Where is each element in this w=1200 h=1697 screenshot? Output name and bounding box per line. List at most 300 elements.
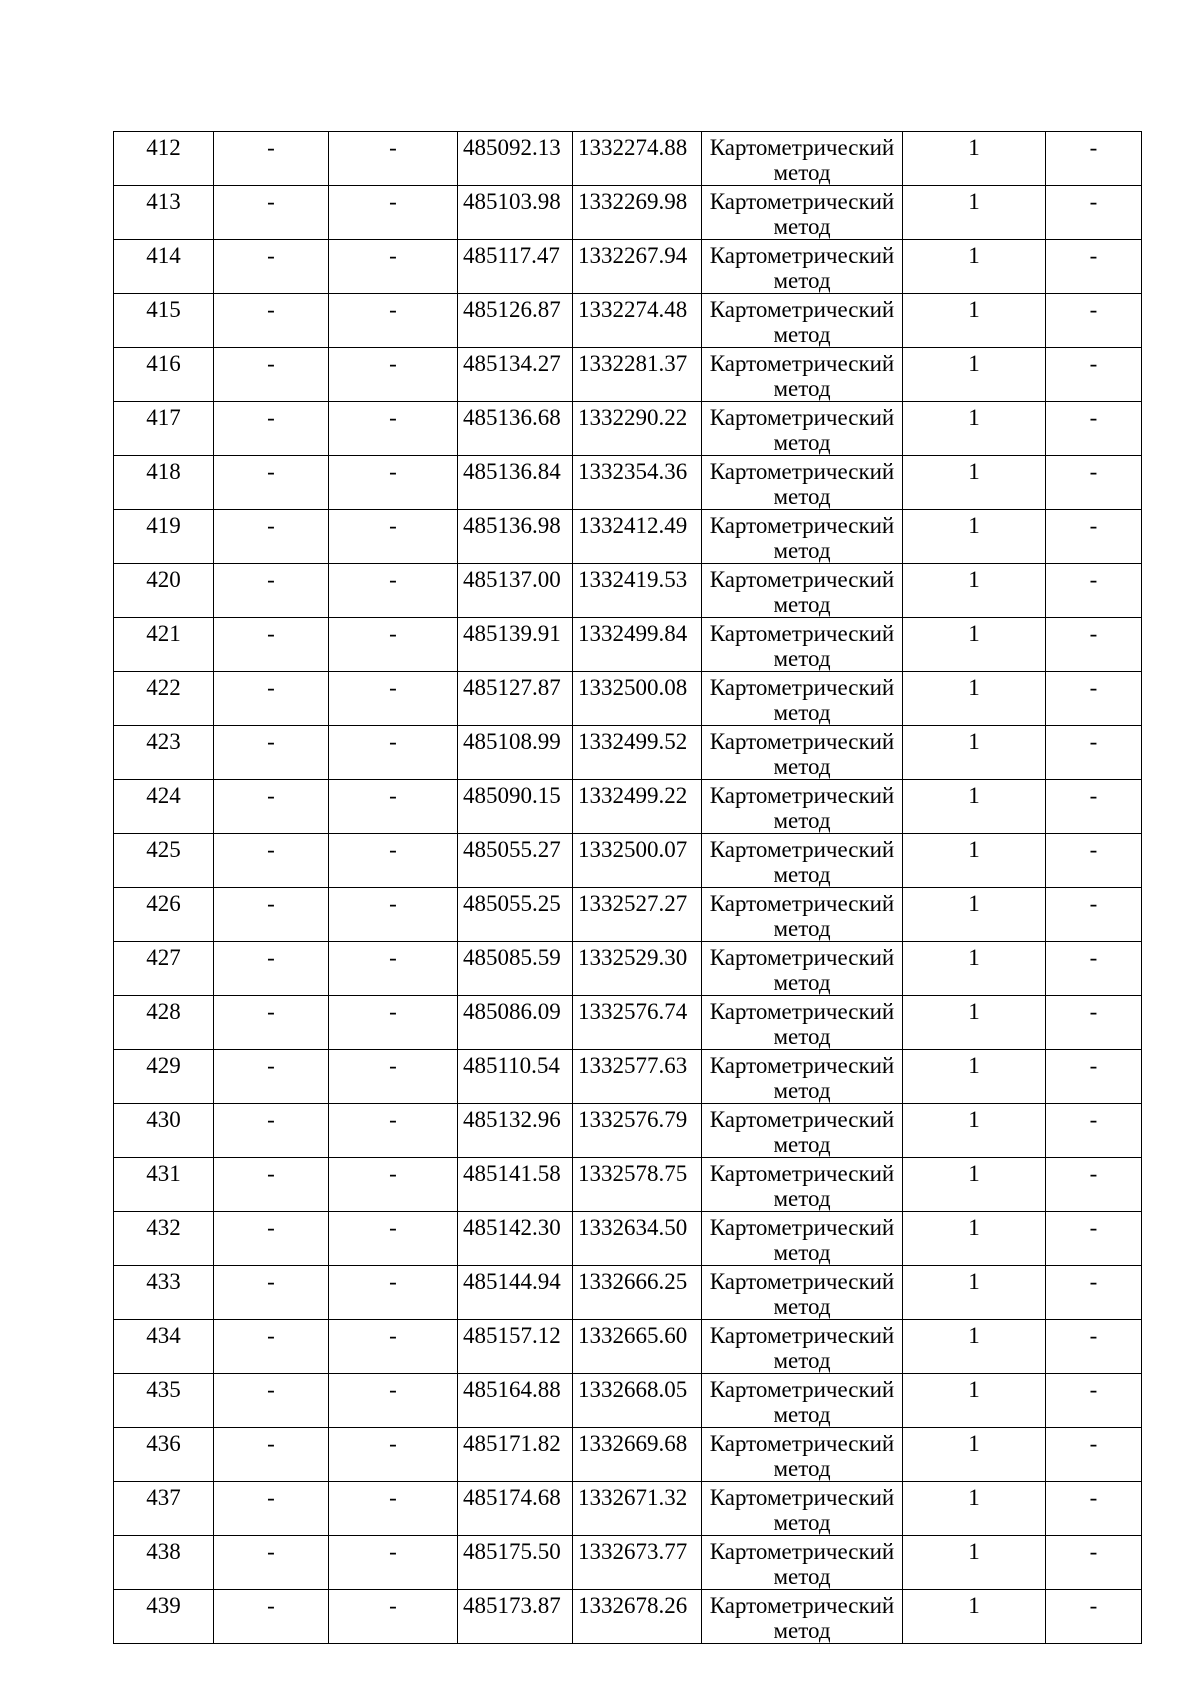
description-cell (1046, 834, 1142, 888)
accuracy-cell-text: 1 (968, 1215, 980, 1240)
point-number-cell-text: 414 (146, 243, 181, 268)
coordinate-x-cell-text: 485086.09 (463, 999, 561, 1024)
coordinate-y-cell (573, 456, 702, 510)
empty-y-cell-text: - (389, 135, 397, 160)
point-number-cell-text: 418 (146, 459, 181, 484)
coordinate-x-cell (458, 1212, 573, 1266)
table-row (114, 1428, 1142, 1482)
empty-x-cell (214, 510, 329, 564)
accuracy-cell-text: 1 (968, 729, 980, 754)
coordinate-x-cell (458, 1536, 573, 1590)
coordinate-x-cell-text: 485137.00 (463, 567, 561, 592)
point-number-cell (114, 1104, 214, 1158)
method-cell (702, 888, 903, 942)
empty-y-cell (329, 1590, 458, 1644)
method-cell-text: Картометрический метод (709, 135, 895, 185)
coordinate-x-cell-text: 485090.15 (463, 783, 561, 808)
accuracy-cell (903, 780, 1046, 834)
empty-y-cell (329, 996, 458, 1050)
coordinate-y-cell-text: 1332578.75 (578, 1161, 688, 1186)
table-row (114, 402, 1142, 456)
coordinate-y-cell (573, 510, 702, 564)
table-row (114, 1212, 1142, 1266)
empty-x-cell (214, 834, 329, 888)
coordinate-x-cell (458, 294, 573, 348)
empty-y-cell-text: - (389, 459, 397, 484)
accuracy-cell-text: 1 (968, 297, 980, 322)
coordinate-y-cell (573, 942, 702, 996)
accuracy-cell (903, 672, 1046, 726)
accuracy-cell (903, 1374, 1046, 1428)
empty-y-cell-text: - (389, 621, 397, 646)
accuracy-cell (903, 402, 1046, 456)
coordinate-y-cell (573, 1050, 702, 1104)
description-cell (1046, 672, 1142, 726)
description-cell-text: - (1089, 837, 1098, 862)
coordinate-x-cell-text: 485055.25 (463, 891, 561, 916)
accuracy-cell (903, 1158, 1046, 1212)
empty-y-cell-text: - (389, 1593, 397, 1618)
coordinate-x-cell (458, 132, 573, 186)
coordinate-x-cell (458, 942, 573, 996)
method-cell (702, 996, 903, 1050)
method-cell-text: Картометрический метод (709, 351, 895, 401)
point-number-cell (114, 348, 214, 402)
point-number-cell-text: 419 (146, 513, 181, 538)
coordinate-x-cell-text: 485103.98 (463, 189, 561, 214)
accuracy-cell (903, 888, 1046, 942)
point-number-cell-text: 432 (146, 1215, 181, 1240)
empty-y-cell-text: - (389, 1539, 397, 1564)
empty-x-cell (214, 348, 329, 402)
point-number-cell-text: 437 (146, 1485, 181, 1510)
point-number-cell-text: 427 (146, 945, 181, 970)
coordinate-x-cell-text: 485171.82 (463, 1431, 561, 1456)
description-cell-text: - (1089, 1053, 1098, 1078)
empty-x-cell (214, 996, 329, 1050)
description-cell (1046, 1212, 1142, 1266)
description-cell-text: - (1089, 945, 1098, 970)
method-cell-text: Картометрический метод (709, 1323, 895, 1373)
coordinate-y-cell (573, 1590, 702, 1644)
coordinate-y-cell-text: 1332666.25 (578, 1269, 688, 1294)
point-number-cell (114, 186, 214, 240)
method-cell (702, 942, 903, 996)
point-number-cell (114, 510, 214, 564)
empty-y-cell (329, 456, 458, 510)
empty-y-cell-text: - (389, 783, 397, 808)
point-number-cell-text: 433 (146, 1269, 181, 1294)
point-number-cell-text: 424 (146, 783, 181, 808)
accuracy-cell-text: 1 (968, 243, 980, 268)
empty-y-cell (329, 1212, 458, 1266)
empty-x-cell-text: - (267, 351, 275, 376)
coordinate-x-cell (458, 456, 573, 510)
accuracy-cell-text: 1 (968, 1377, 980, 1402)
empty-y-cell-text: - (389, 999, 397, 1024)
point-number-cell-text: 415 (146, 297, 181, 322)
description-cell-text: - (1089, 999, 1098, 1024)
coordinate-x-cell (458, 564, 573, 618)
description-cell (1046, 1320, 1142, 1374)
method-cell (702, 456, 903, 510)
empty-x-cell (214, 1212, 329, 1266)
empty-x-cell (214, 1266, 329, 1320)
coordinate-x-cell (458, 1590, 573, 1644)
coordinate-y-cell (573, 1482, 702, 1536)
coordinate-x-cell (458, 834, 573, 888)
point-number-cell-text: 434 (146, 1323, 181, 1348)
accuracy-cell-text: 1 (968, 405, 980, 430)
method-cell (702, 564, 903, 618)
accuracy-cell (903, 1104, 1046, 1158)
empty-y-cell-text: - (389, 567, 397, 592)
description-cell-text: - (1089, 1215, 1098, 1240)
empty-x-cell-text: - (267, 945, 275, 970)
method-cell-text: Картометрический метод (709, 1485, 895, 1535)
point-number-cell (114, 132, 214, 186)
empty-x-cell (214, 672, 329, 726)
coordinate-y-cell (573, 186, 702, 240)
table-row (114, 456, 1142, 510)
point-number-cell-text: 431 (146, 1161, 181, 1186)
coordinate-y-cell (573, 240, 702, 294)
point-number-cell-text: 426 (146, 891, 181, 916)
empty-x-cell (214, 618, 329, 672)
point-number-cell (114, 996, 214, 1050)
empty-y-cell-text: - (389, 1161, 397, 1186)
accuracy-cell-text: 1 (968, 675, 980, 700)
description-cell (1046, 1536, 1142, 1590)
accuracy-cell (903, 1050, 1046, 1104)
empty-x-cell (214, 888, 329, 942)
accuracy-cell (903, 1266, 1046, 1320)
accuracy-cell-text: 1 (968, 1323, 980, 1348)
coordinate-x-cell-text: 485110.54 (463, 1053, 560, 1078)
point-number-cell (114, 1428, 214, 1482)
description-cell (1046, 186, 1142, 240)
point-number-cell (114, 1320, 214, 1374)
method-cell (702, 1482, 903, 1536)
coordinate-y-cell (573, 834, 702, 888)
accuracy-cell (903, 618, 1046, 672)
method-cell-text: Картометрический метод (709, 675, 895, 725)
coordinate-y-cell-text: 1332576.79 (578, 1107, 688, 1132)
coordinate-y-cell-text: 1332576.74 (578, 999, 688, 1024)
description-cell (1046, 564, 1142, 618)
empty-y-cell (329, 726, 458, 780)
table-row (114, 1536, 1142, 1590)
accuracy-cell-text: 1 (968, 459, 980, 484)
empty-y-cell-text: - (389, 837, 397, 862)
point-number-cell (114, 1536, 214, 1590)
empty-y-cell-text: - (389, 729, 397, 754)
coordinate-y-cell (573, 996, 702, 1050)
coordinate-x-cell (458, 510, 573, 564)
accuracy-cell (903, 294, 1046, 348)
accuracy-cell-text: 1 (968, 1431, 980, 1456)
method-cell-text: Картометрический метод (709, 1161, 895, 1211)
coordinate-y-cell (573, 1266, 702, 1320)
coordinate-x-cell (458, 1428, 573, 1482)
description-cell-text: - (1089, 1485, 1098, 1510)
accuracy-cell-text: 1 (968, 783, 980, 808)
coordinate-x-cell (458, 996, 573, 1050)
method-cell (702, 1374, 903, 1428)
point-number-cell (114, 1482, 214, 1536)
accuracy-cell-text: 1 (968, 1539, 980, 1564)
point-number-cell (114, 240, 214, 294)
empty-y-cell-text: - (389, 1323, 397, 1348)
description-cell (1046, 240, 1142, 294)
method-cell (702, 294, 903, 348)
accuracy-cell (903, 186, 1046, 240)
empty-y-cell (329, 1428, 458, 1482)
method-cell-text: Картометрический метод (709, 621, 895, 671)
empty-y-cell (329, 1482, 458, 1536)
method-cell (702, 348, 903, 402)
coordinate-x-cell-text: 485126.87 (463, 297, 561, 322)
table-row (114, 132, 1142, 186)
method-cell-text: Картометрический метод (709, 783, 895, 833)
point-number-cell (114, 726, 214, 780)
description-cell (1046, 726, 1142, 780)
coordinate-x-cell-text: 485136.84 (463, 459, 561, 484)
point-number-cell (114, 1212, 214, 1266)
empty-y-cell (329, 294, 458, 348)
empty-y-cell (329, 402, 458, 456)
method-cell (702, 1428, 903, 1482)
coordinate-x-cell (458, 402, 573, 456)
coordinate-y-cell (573, 888, 702, 942)
accuracy-cell (903, 1428, 1046, 1482)
empty-x-cell-text: - (267, 621, 275, 646)
table-row (114, 780, 1142, 834)
empty-x-cell-text: - (267, 567, 275, 592)
empty-y-cell (329, 132, 458, 186)
point-number-cell-text: 436 (146, 1431, 181, 1456)
method-cell-text: Картометрический метод (709, 567, 895, 617)
table-row (114, 1050, 1142, 1104)
empty-x-cell (214, 564, 329, 618)
coordinate-x-cell-text: 485055.27 (463, 837, 561, 862)
empty-x-cell-text: - (267, 459, 275, 484)
empty-x-cell-text: - (267, 189, 275, 214)
point-number-cell-text: 423 (146, 729, 181, 754)
coordinate-y-cell (573, 402, 702, 456)
description-cell (1046, 1266, 1142, 1320)
empty-y-cell (329, 618, 458, 672)
empty-x-cell (214, 726, 329, 780)
empty-y-cell-text: - (389, 945, 397, 970)
description-cell (1046, 1590, 1142, 1644)
method-cell-text: Картометрический метод (709, 1539, 895, 1589)
method-cell-text: Картометрический метод (709, 405, 895, 455)
coordinate-y-cell (573, 1374, 702, 1428)
accuracy-cell-text: 1 (968, 621, 980, 646)
point-number-cell-text: 428 (146, 999, 181, 1024)
table-row (114, 618, 1142, 672)
point-number-cell-text: 425 (146, 837, 181, 862)
empty-x-cell (214, 402, 329, 456)
empty-y-cell-text: - (389, 1485, 397, 1510)
point-number-cell-text: 435 (146, 1377, 181, 1402)
coordinate-y-cell-text: 1332274.88 (578, 135, 688, 160)
empty-y-cell-text: - (389, 1215, 397, 1240)
coordinate-y-cell-text: 1332412.49 (578, 513, 688, 538)
table-body (114, 132, 1142, 1644)
table-row (114, 510, 1142, 564)
point-number-cell (114, 564, 214, 618)
coordinate-y-cell-text: 1332671.32 (578, 1485, 688, 1510)
coordinate-y-cell-text: 1332354.36 (578, 459, 688, 484)
empty-x-cell-text: - (267, 1539, 275, 1564)
coordinate-x-cell-text: 485173.87 (463, 1593, 561, 1618)
empty-y-cell-text: - (389, 351, 397, 376)
method-cell-text: Картометрический метод (709, 189, 895, 239)
empty-x-cell-text: - (267, 1053, 275, 1078)
coordinate-y-cell-text: 1332499.84 (578, 621, 688, 646)
point-number-cell (114, 1158, 214, 1212)
coordinate-y-cell-text: 1332678.26 (578, 1593, 688, 1618)
empty-x-cell-text: - (267, 405, 275, 430)
description-cell-text: - (1089, 1323, 1098, 1348)
accuracy-cell-text: 1 (968, 513, 980, 538)
empty-x-cell-text: - (267, 675, 275, 700)
empty-x-cell (214, 1104, 329, 1158)
empty-x-cell (214, 1482, 329, 1536)
description-cell-text: - (1089, 405, 1098, 430)
empty-x-cell-text: - (267, 999, 275, 1024)
coordinate-x-cell-text: 485175.50 (463, 1539, 561, 1564)
coordinate-x-cell (458, 780, 573, 834)
description-cell (1046, 780, 1142, 834)
empty-y-cell-text: - (389, 1377, 397, 1402)
empty-y-cell (329, 564, 458, 618)
coordinate-x-cell-text: 485134.27 (463, 351, 561, 376)
empty-y-cell-text: - (389, 891, 397, 916)
description-cell (1046, 1482, 1142, 1536)
description-cell (1046, 132, 1142, 186)
coordinate-x-cell-text: 485141.58 (463, 1161, 561, 1186)
point-number-cell (114, 780, 214, 834)
coordinate-y-cell (573, 1158, 702, 1212)
point-number-cell (114, 1590, 214, 1644)
description-cell-text: - (1089, 189, 1098, 214)
empty-x-cell (214, 186, 329, 240)
description-cell-text: - (1089, 567, 1098, 592)
accuracy-cell (903, 564, 1046, 618)
empty-x-cell-text: - (267, 243, 275, 268)
table-row (114, 294, 1142, 348)
point-number-cell-text: 413 (146, 189, 181, 214)
description-cell (1046, 348, 1142, 402)
method-cell-text: Картометрический метод (709, 1377, 895, 1427)
table-row (114, 1158, 1142, 1212)
coordinate-y-cell-text: 1332281.37 (578, 351, 688, 376)
description-cell (1046, 996, 1142, 1050)
description-cell (1046, 1428, 1142, 1482)
method-cell-text: Картометрический метод (709, 1593, 895, 1643)
empty-y-cell-text: - (389, 189, 397, 214)
empty-x-cell-text: - (267, 837, 275, 862)
accuracy-cell (903, 942, 1046, 996)
method-cell (702, 1212, 903, 1266)
description-cell (1046, 1374, 1142, 1428)
empty-x-cell-text: - (267, 729, 275, 754)
table-row (114, 1482, 1142, 1536)
table-row (114, 726, 1142, 780)
empty-x-cell (214, 1536, 329, 1590)
coordinate-x-cell-text: 485117.47 (463, 243, 560, 268)
method-cell-text: Картометрический метод (709, 1107, 895, 1157)
method-cell-text: Картометрический метод (709, 459, 895, 509)
point-number-cell (114, 1374, 214, 1428)
empty-x-cell-text: - (267, 783, 275, 808)
accuracy-cell-text: 1 (968, 999, 980, 1024)
empty-x-cell-text: - (267, 135, 275, 160)
point-number-cell-text: 416 (146, 351, 181, 376)
description-cell (1046, 510, 1142, 564)
coordinate-y-cell-text: 1332267.94 (578, 243, 688, 268)
description-cell-text: - (1089, 1539, 1098, 1564)
coordinate-x-cell (458, 186, 573, 240)
point-number-cell (114, 834, 214, 888)
accuracy-cell (903, 132, 1046, 186)
method-cell-text: Картометрический метод (709, 1269, 895, 1319)
table-row (114, 1266, 1142, 1320)
accuracy-cell (903, 240, 1046, 294)
coordinate-y-cell-text: 1332290.22 (578, 405, 688, 430)
accuracy-cell-text: 1 (968, 135, 980, 160)
description-cell-text: - (1089, 1377, 1098, 1402)
accuracy-cell-text: 1 (968, 1107, 980, 1132)
empty-y-cell-text: - (389, 1431, 397, 1456)
point-number-cell (114, 888, 214, 942)
description-cell-text: - (1089, 1431, 1098, 1456)
coordinate-y-cell (573, 294, 702, 348)
table-row (114, 834, 1142, 888)
accuracy-cell (903, 834, 1046, 888)
coordinate-y-cell (573, 564, 702, 618)
empty-y-cell (329, 1320, 458, 1374)
coordinate-y-cell-text: 1332500.08 (578, 675, 688, 700)
empty-y-cell (329, 888, 458, 942)
method-cell-text: Картометрический метод (709, 891, 895, 941)
empty-y-cell (329, 942, 458, 996)
coordinate-x-cell-text: 485164.88 (463, 1377, 561, 1402)
empty-y-cell (329, 1374, 458, 1428)
coordinate-x-cell (458, 348, 573, 402)
table-row (114, 186, 1142, 240)
coordinate-x-cell (458, 1320, 573, 1374)
empty-y-cell (329, 780, 458, 834)
method-cell-text: Картометрический метод (709, 837, 895, 887)
table-row (114, 1374, 1142, 1428)
method-cell (702, 1050, 903, 1104)
point-number-cell (114, 618, 214, 672)
empty-y-cell (329, 186, 458, 240)
description-cell-text: - (1089, 621, 1098, 646)
empty-y-cell (329, 1050, 458, 1104)
empty-y-cell-text: - (389, 1107, 397, 1132)
empty-x-cell (214, 1374, 329, 1428)
empty-x-cell (214, 942, 329, 996)
coordinate-y-cell (573, 348, 702, 402)
coordinate-y-cell-text: 1332499.22 (578, 783, 688, 808)
coordinate-x-cell (458, 888, 573, 942)
description-cell-text: - (1089, 513, 1098, 538)
